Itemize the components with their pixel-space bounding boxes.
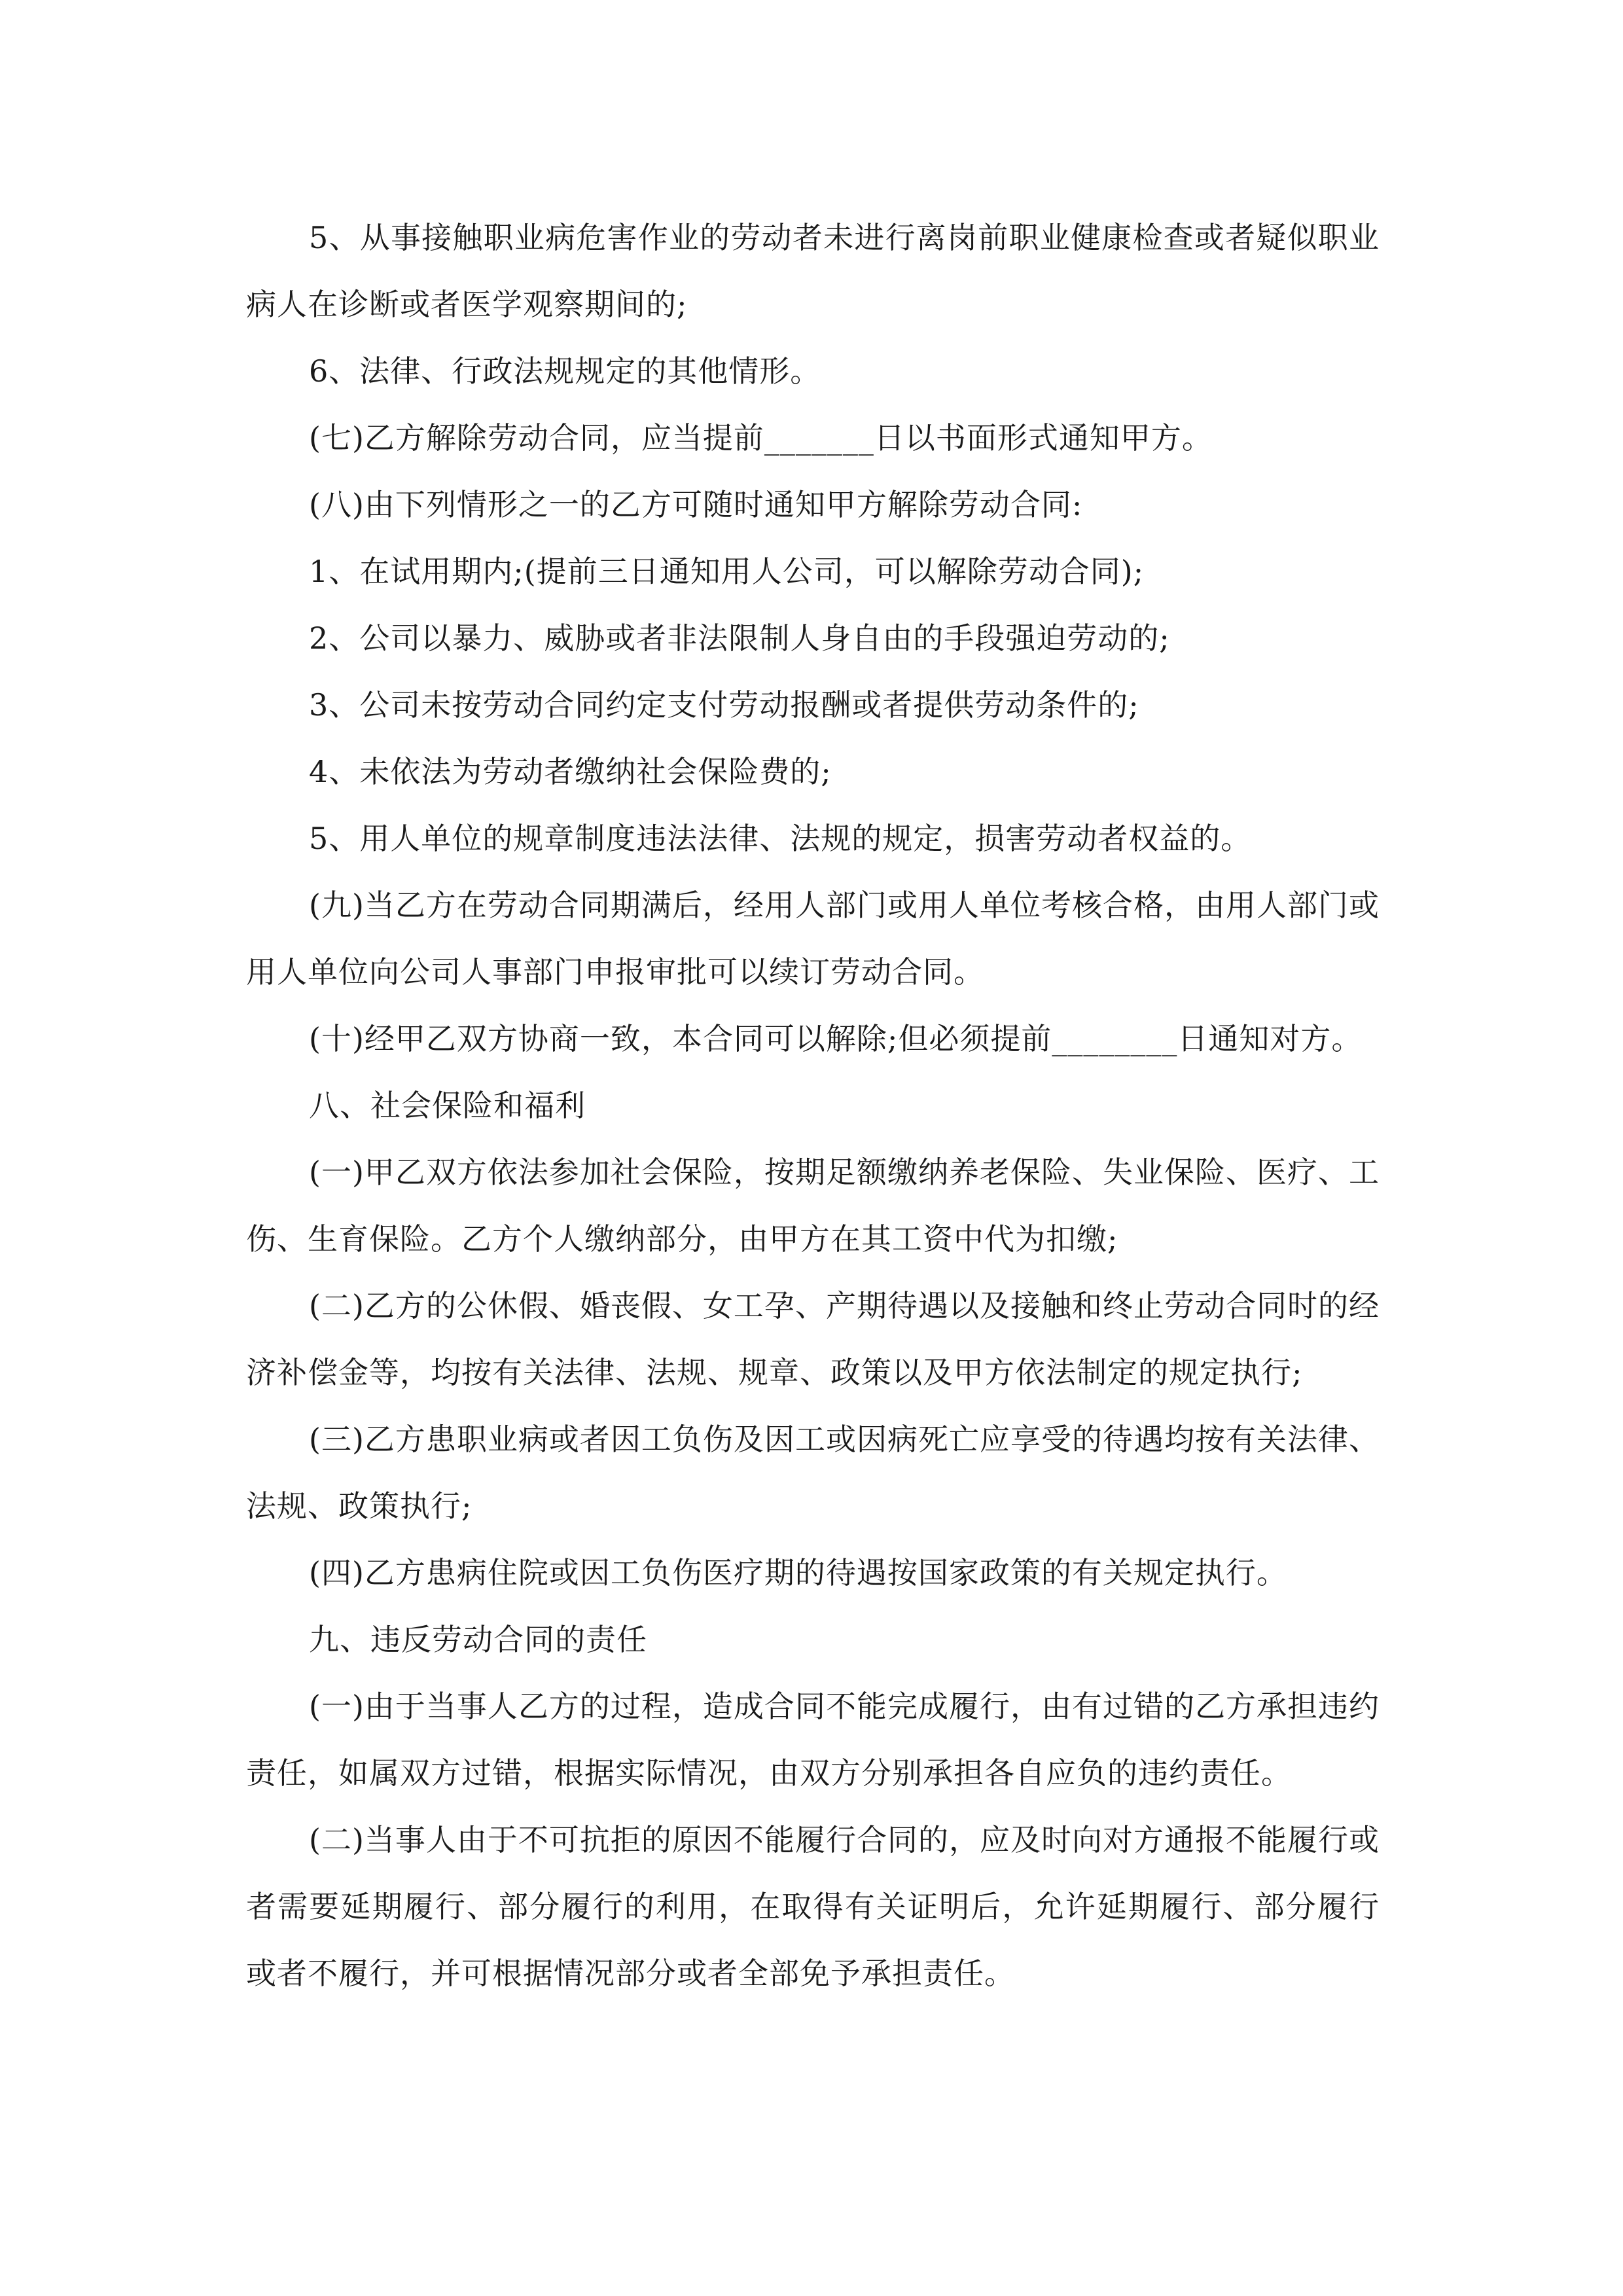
section-heading-social-insurance: 八、社会保险和福利: [309, 1088, 586, 1123]
paragraph-clause-9-renewal: (九)当乙方在劳动合同期满后，经用人部门或用人单位考核合格，由用人部门或用人单位向公司人事部门申报审批可以续订劳动合同。: [246, 888, 1380, 990]
paragraph-clause-7-notice: (七)乙方解除劳动合同，应当提前_______日以书面形式通知甲方。: [309, 420, 1213, 456]
paragraph-insurance-4: (四)乙方患病住院或因工负伤医疗期的待遇按国家政策的有关规定执行。: [309, 1555, 1287, 1590]
paragraph-insurance-2: (二)乙方的公休假、婚丧假、女工孕、产期待遇以及接触和终止劳动合同时的经济补偿金等，均按有关法律、法规、规章、政策以及甲方依法制定的规定执行;: [246, 1288, 1380, 1390]
paragraph-liability-2: (二)当事人由于不可抗拒的原因不能履行合同的，应及时向对方通报不能履行或者需要延期履行、部分履行的利用，在取得有关证明后，允许延期履行、部分履行或者不履行，并可根据情况部分或者全部免予承担责任。: [246, 1822, 1380, 1991]
paragraph-insurance-3: (三)乙方患职业病或者因工负伤及因工或因病死亡应享受的待遇均按有关法律、法规、政策执行;: [246, 1422, 1380, 1524]
paragraph-liability-1: (一)由于当事人乙方的过程，造成合同不能完成履行，由有过错的乙方承担违约责任，如属双方过错，根据实际情况，由双方分别承担各自应负的违约责任。: [246, 1689, 1380, 1791]
paragraph-insurance-1: (一)甲乙双方依法参加社会保险，按期足额缴纳养老保险、失业保险、医疗、工伤、生育保险。乙方个人缴纳部分，由甲方在其工资中代为扣缴;: [246, 1155, 1380, 1257]
paragraph-clause-8-item-2: 2、公司以暴力、威胁或者非法限制人身自由的手段强迫劳动的;: [309, 620, 1170, 656]
document-body: [246, 204, 1380, 2007]
paragraph-clause-8-item-1: 1、在试用期内;(提前三日通知用人公司，可以解除劳动合同);: [309, 554, 1145, 589]
paragraph-item-6-other-cases: 6、法律、行政法规规定的其他情形。: [309, 353, 821, 389]
paragraph-clause-10-mutual-termination: (十)经甲乙双方协商一致，本合同可以解除;但必须提前________日通知对方。: [309, 1021, 1363, 1056]
section-heading-breach-liability: 九、违反劳动合同的责任: [309, 1622, 647, 1657]
paragraph-item-5-occupational-disease: 5、从事接触职业病危害作业的劳动者未进行离岗前职业健康检查或者疑似职业病人在诊断或者医学观察期间的;: [246, 220, 1380, 322]
paragraph-clause-8-item-3: 3、公司未按劳动合同约定支付劳动报酬或者提供劳动条件的;: [309, 687, 1139, 723]
paragraph-clause-8-item-4: 4、未依法为劳动者缴纳社会保险费的;: [309, 754, 832, 789]
paragraph-clause-8-item-5: 5、用人单位的规章制度违法法律、法规的规定，损害劳动者权益的。: [309, 821, 1252, 856]
paragraph-clause-8-immediate-termination: (八)由下列情形之一的乙方可随时通知甲方解除劳动合同:: [309, 487, 1083, 522]
